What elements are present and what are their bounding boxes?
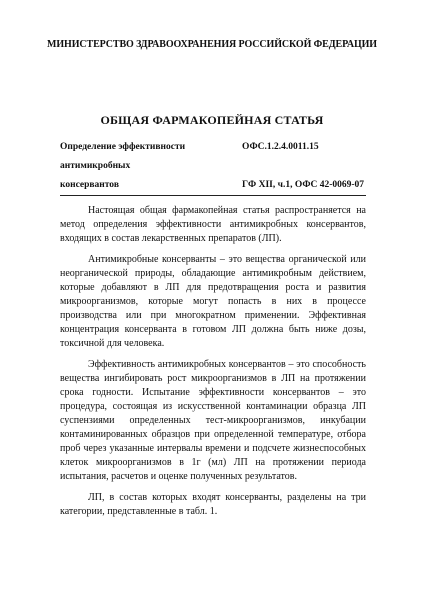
article-name-line-1: Определение эффективности (60, 142, 186, 152)
paragraph: Эффективность антимикробных консервантов – это способность вещества ингибировать рост микроорганизмов в ЛП на протяжении срока годности. Испытание эффективности консервантов – это процедура, состоящая из искусственной контаминации образца ЛП суспензиями определенных тест-микроорганизмов, инкубации контаминированных образцов при определенной температуре, отбора проб через указанные интервалы времени и подсчете жизнеспособных клеток микроорганизмов в 1г (мл) ЛП на протяжении периода испытания, расчетов и оценке полученных результатов. (60, 359, 366, 482)
article-replaces: ГФ XII, ч.1, ОФС 42-0069-07 (242, 180, 365, 190)
article-name-line-3: консервантов (60, 180, 119, 190)
ministry-header: МИНИСТЕРСТВО ЗДРАВООХРАНЕНИЯ РОССИЙСКОЙ ФЕДЕРАЦИИ (47, 39, 377, 50)
article-code: ОФС.1.2.4.0011.15 (242, 142, 319, 152)
paragraph: Настоящая общая фармакопейная статья распространяется на метод определения эффективности антимикробных консервантов, входящих в состав лекарственных препаратов (ЛП). (60, 205, 366, 244)
header-divider (60, 195, 366, 196)
paragraph: Антимикробные консерванты – это вещества органической или неорганической природы, обладающие антимикробным действием, которые добавляют в ЛП для предотвращения роста и развития микроорганизмов, которые могут попасть в них в процессе производства или при многократном применении. Эффективная концентрация консерванта в готовом ЛП должна быть ниже дозы, токсичной для человека. (60, 254, 366, 349)
article-body (60, 204, 366, 526)
document-title: ОБЩАЯ ФАРМАКОПЕЙНАЯ СТАТЬЯ (100, 113, 324, 127)
article-name-line-2: антимикробных (60, 161, 131, 171)
paragraph: ЛП, в состав которых входят консерванты, разделены на три категории, представленные в табл. 1. (60, 492, 366, 517)
